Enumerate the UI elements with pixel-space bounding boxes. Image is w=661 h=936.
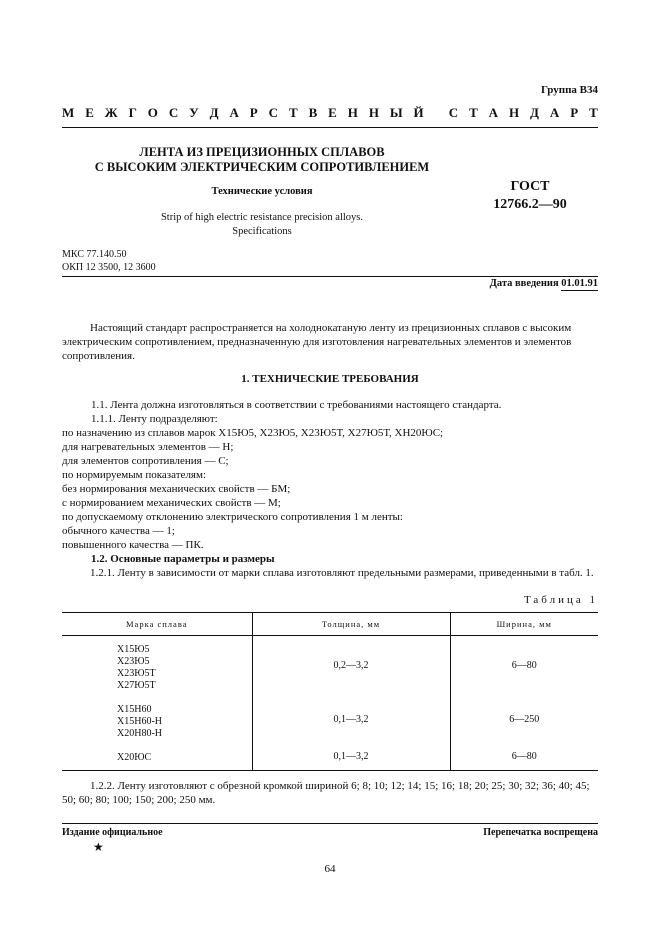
heading-letter: У — [189, 105, 199, 120]
width-cell: 6—250 — [450, 696, 598, 744]
heading-letter: Е — [328, 105, 337, 120]
list-line-8: обычного качества — 1; — [62, 525, 175, 537]
heading-letter: Т — [589, 105, 598, 120]
star-icon: ★ — [93, 840, 104, 854]
list-line-2: для нагревательных элементов — Н; — [62, 441, 234, 453]
heading-letter: Р — [249, 105, 258, 120]
heading-letter: С — [168, 105, 179, 120]
official-edition: Издание официальное — [62, 827, 163, 838]
title-line-1: ЛЕНТА ИЗ ПРЕЦИЗИОННЫХ СПЛАВОВ — [139, 145, 385, 159]
clause-1-1: 1.1. Лента должна изготовляться в соответствии с требованиями настоящего стандарта. — [91, 399, 502, 411]
grade-cell — [62, 636, 252, 697]
footer-divider — [62, 823, 598, 824]
width-cell: 6—80 — [450, 636, 598, 697]
grade-name: Х23Ю5 — [117, 656, 150, 667]
heading-letter: Д — [530, 105, 539, 120]
codes-divider — [62, 276, 598, 277]
heading-letter: В — [308, 105, 318, 120]
heading-letter: Т — [469, 105, 478, 120]
document-title — [62, 145, 462, 175]
english-title-line-1: Strip of high electric resistance precision alloys. — [160, 212, 364, 223]
table-row — [62, 696, 598, 744]
heading-letter: С — [268, 105, 279, 120]
intro-date-label: Дата введения — [489, 278, 559, 289]
grade-name: Х15Ю5 — [117, 644, 150, 655]
clause-1-2-2: 1.2.2. Ленту изготовляют с обрезной кромкой шириной 6; 8; 10; 12; 14; 15; 16; 18; 20; 25; 30; 32; 36; 40; 45; 50; 60; 80; 100; 150; 200; 250 мм. — [62, 780, 590, 806]
header-width: Ширина, мм — [450, 613, 598, 636]
classification-codes — [62, 248, 156, 274]
table-row — [62, 636, 598, 697]
header-grade: Марка сплава — [62, 613, 252, 636]
width-cell: 6—80 — [450, 744, 598, 771]
heading-letter: Н — [508, 105, 520, 120]
clause-1-1-1: 1.1.1. Ленту подразделяют: — [91, 413, 218, 425]
grade-name: Х15Н60 — [117, 704, 152, 715]
english-title — [62, 211, 462, 239]
page-number: 64 — [324, 863, 336, 875]
heading-letter: С — [448, 105, 459, 120]
heading-letter: А — [488, 105, 499, 120]
list-line-4: по нормируемым показателям: — [62, 469, 207, 481]
list-line-1: по назначению из сплавов марок Х15Ю5, Х23Ю5, Х23Ю5Т, Х27Ю5Т, ХН20ЮС; — [62, 427, 444, 439]
heading-letter: Е — [85, 105, 94, 120]
heading-letter: Н — [368, 105, 379, 120]
heading-letter: Й — [413, 105, 424, 120]
interstate-standard-heading — [62, 105, 598, 121]
heading-letter: Ы — [389, 105, 403, 120]
heading-letter — [435, 105, 438, 121]
list-line-5: без нормирования механических свойств — БМ; — [62, 483, 291, 495]
table-header-row — [62, 613, 598, 636]
heading-letter: Т — [288, 105, 298, 120]
list-line-7: по допускаемому отклонению электрического сопротивления 1 м ленты: — [62, 511, 403, 523]
heading-letter: А — [549, 105, 560, 120]
heading-letter: Г — [128, 105, 137, 120]
list-line-3: для элементов сопротивления — С; — [62, 455, 229, 467]
grade-cell — [62, 744, 252, 771]
thickness-cell: 0,1—3,2 — [252, 696, 450, 744]
gost-label: ГОСТ — [510, 179, 550, 194]
header-thickness: Толщина, мм — [252, 613, 450, 636]
title-line-2: С ВЫСОКИМ ЭЛЕКТРИЧЕСКИМ СОПРОТИВЛЕНИЕМ — [94, 160, 430, 174]
thickness-cell: 0,2—3,2 — [252, 636, 450, 697]
grade-name: Х20Н80-Н — [117, 728, 162, 739]
gost-designation — [465, 178, 595, 214]
subtitle: Технические условия — [211, 186, 313, 197]
grade-name: Х15Н60-Н — [117, 716, 162, 727]
intro-paragraph: Настоящий стандарт распространяется на холоднокатаную ленту из прецизионных сплавов с высоким электрическим сопротивлением, предназначенную для изготовления нагревательных элементов и элементов сопротивления. — [62, 322, 572, 362]
heading-letter: Д — [209, 105, 219, 120]
grade-name: Х27Ю5Т — [117, 680, 156, 691]
subsection-1-2-title: 1.2. Основные параметры и размеры — [91, 553, 275, 565]
reprint-prohibited: Перепечатка воспрещена — [483, 827, 598, 838]
heading-letter: А — [229, 105, 239, 120]
list-line-6: с нормированием механических свойств — М; — [62, 497, 281, 509]
thickness-cell: 0,1—3,2 — [252, 744, 450, 771]
heading-letter: Р — [570, 105, 579, 120]
header-divider — [62, 127, 598, 128]
grade-name: Х20ЮС — [117, 752, 152, 763]
gost-number: 12766.2—90 — [493, 197, 567, 212]
group-code: Группа В34 — [540, 84, 598, 96]
grade-name: Х23Ю5Т — [117, 668, 156, 679]
heading-letter: Н — [347, 105, 358, 120]
heading-letter: О — [147, 105, 158, 120]
intro-date-value: 01.01.91 — [561, 278, 598, 289]
table-1 — [62, 612, 598, 771]
section-1-title: 1. ТЕХНИЧЕСКИЕ ТРЕБОВАНИЯ — [241, 373, 419, 385]
list-line-9: повышенного качества — ПК. — [62, 539, 204, 551]
okp-code: ОКП 12 3500, 12 3600 — [62, 262, 156, 273]
introduction-date — [400, 278, 598, 289]
heading-letter: М — [62, 105, 75, 120]
table-row — [62, 744, 598, 771]
grade-cell — [62, 696, 252, 744]
heading-letter: Ж — [104, 105, 118, 120]
english-title-line-2: Specifications — [232, 226, 292, 237]
table-caption: Таблица 1 — [523, 594, 598, 606]
clause-1-2-1: 1.2.1. Ленту в зависимости от марки сплава изготовляют предельными размерами, приведенными в табл. 1. — [90, 567, 594, 579]
mks-code: МКС 77.140.50 — [62, 249, 127, 260]
